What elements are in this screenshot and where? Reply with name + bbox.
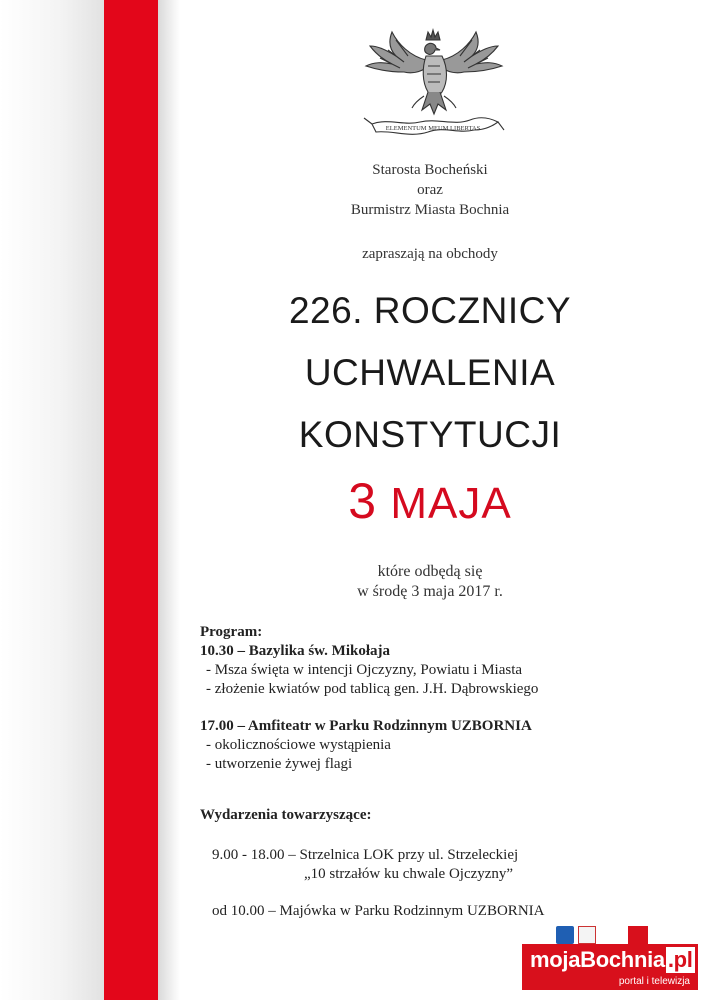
program-event-1-item-2: - złożenie kwiatów pod tablicą gen. J.H. Dąbrowskiego — [206, 681, 539, 697]
date-line-1: które odbędą się — [377, 563, 483, 580]
title-line-3: KONSTYTUCJI — [298, 414, 562, 455]
host-line-3: Burmistrz Miasta Bochnia — [350, 202, 510, 218]
program-event-2-item-1: - okolicznościowe wystąpienia — [206, 737, 391, 753]
accompanying-line-2: „10 strzałów ku chwale Ojczyzny” — [304, 866, 514, 882]
program-event-2-title: 17.00 – Amfiteatr w Parku Rodzinnym UZBORNIA — [200, 718, 532, 734]
highlight-date — [180, 472, 680, 530]
host-line-1: Starosta Bocheński — [372, 162, 488, 178]
brand-tld: .pl — [667, 947, 693, 972]
event-title — [180, 280, 680, 466]
host-line-2: oraz — [417, 182, 443, 198]
county-crest-icon — [556, 926, 574, 944]
highlight-word: MAJA — [390, 479, 512, 528]
flag-stripe-red — [104, 0, 158, 1000]
flag-stripe-shade — [158, 0, 180, 1000]
program-heading: Program: — [200, 624, 263, 640]
hosts-block — [180, 160, 680, 220]
title-line-2: UCHWALENIA — [304, 352, 556, 393]
brand-name-wrap — [530, 947, 695, 973]
accompanying-line-3: od 10.00 – Majówka w Parku Rodzinnym UZBORNIA — [212, 903, 545, 919]
date-block — [180, 562, 680, 602]
brand-logo[interactable] — [522, 944, 698, 990]
accompanying-heading: Wydarzenia towarzyszące: — [200, 807, 372, 823]
flag-stripe-white — [0, 0, 104, 1000]
program-event-1-title: 10.30 – Bazylika św. Mikołaja — [200, 643, 391, 659]
city-crest-icon — [628, 926, 648, 946]
program-event-2-item-2: - utworzenie żywej flagi — [206, 756, 353, 772]
emblem-motto: ELEMENTUM MEUM LIBERTAS — [385, 125, 481, 132]
date-line-2: w środę 3 maja 2017 r. — [357, 583, 503, 600]
program-event-1-item-1: - Msza święta w intencji Ojczyzny, Powiatu i Miasta — [206, 662, 523, 678]
program-section — [200, 623, 680, 774]
crowned-eagle-icon — [358, 26, 508, 144]
highlight-number: 3 — [348, 473, 378, 529]
brand-name: mojaBochnia — [530, 947, 665, 972]
eagle-crest-icon — [578, 926, 596, 944]
title-line-1: 226. ROCZNICY — [288, 290, 571, 331]
brand-tagline: portal i telewizja — [618, 976, 690, 987]
accompanying-line-1: 9.00 - 18.00 – Strzelnica LOK przy ul. Strzeleckiej — [212, 847, 519, 863]
invite-text: zapraszają na obchody — [362, 246, 498, 262]
